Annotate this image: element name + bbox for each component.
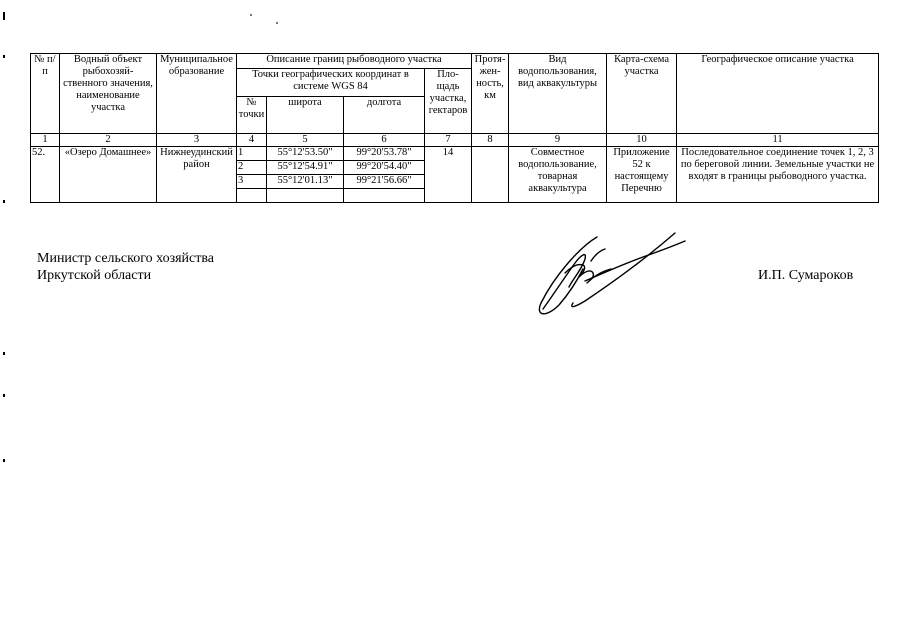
col-number: 6: [344, 134, 425, 147]
geo-description: Последовательное соединение точек 1, 2, 3 по береговой линии. Земельные участки не входят в границы рыбоводного участка.: [677, 147, 879, 203]
handwritten-signature: [525, 225, 705, 325]
point-longitude: 99°20'54.40": [344, 161, 425, 175]
point-longitude: 99°21'56.66": [344, 175, 425, 189]
col-number: 3: [157, 134, 237, 147]
header-map: Карта-схема участка: [607, 54, 677, 134]
signatory-title-line2: Иркутской области: [37, 268, 152, 283]
header-latitude: широта: [267, 97, 344, 134]
col-number: 9: [509, 134, 607, 147]
margin-mark: [3, 55, 5, 58]
point-latitude: 55°12'53.50": [267, 147, 344, 161]
point-latitude: 55°12'54.91": [267, 161, 344, 175]
scan-speck: [276, 22, 278, 24]
col-number: 5: [267, 134, 344, 147]
header-boundaries: Описание границ рыбоводного участка: [237, 54, 472, 69]
scan-speck: [250, 14, 252, 16]
header-usage: Вид водопользования, вид аквакультуры: [509, 54, 607, 134]
signatory-title-line1: Министр сельского хозяйства: [37, 251, 214, 266]
empty-point-cell: [267, 189, 344, 203]
header-geo: Географическое описание участка: [677, 54, 879, 134]
point-number: 3: [237, 175, 267, 189]
plot-area: 14: [425, 147, 472, 203]
header-points-group: Точки географических координат в системе WGS 84: [237, 69, 425, 97]
margin-mark: [3, 352, 5, 355]
col-number: 8: [472, 134, 509, 147]
col-number: 11: [677, 134, 879, 147]
empty-point-cell: [344, 189, 425, 203]
col-number: 7: [425, 134, 472, 147]
municipality-name: Нижнеудинский район: [157, 147, 237, 203]
col-number: 1: [31, 134, 60, 147]
map-scheme: Приложение 52 к настоящему Перечню: [607, 147, 677, 203]
col-number: 4: [237, 134, 267, 147]
empty-point-cell: [237, 189, 267, 203]
header-length: Протя-жен-ность, км: [472, 54, 509, 134]
fish-farming-plot-table: [30, 53, 879, 203]
row-number: 52.: [31, 147, 60, 203]
header-longitude: долгота: [344, 97, 425, 134]
header-num: № п/п: [31, 54, 60, 134]
margin-mark: [3, 394, 5, 397]
header-water-object: Водный объект рыбохозяй-ственного значения, наименование участка: [60, 54, 157, 134]
water-object-name: «Озеро Домашнее»: [60, 147, 157, 203]
header-point-no: № точки: [237, 97, 267, 134]
point-latitude: 55°12'01.13": [267, 175, 344, 189]
usage-type: Совместное водопользование, товарная аквакультура: [509, 147, 607, 203]
point-number: 1: [237, 147, 267, 161]
point-longitude: 99°20'53.78": [344, 147, 425, 161]
point-number: 2: [237, 161, 267, 175]
header-area: Пло-щадь участка, гектаров: [425, 69, 472, 134]
margin-mark: [3, 12, 5, 20]
header-municipality: Муниципальное образование: [157, 54, 237, 134]
signatory-name: И.П. Сумароков: [758, 268, 854, 283]
col-number: 2: [60, 134, 157, 147]
margin-mark: [3, 459, 5, 462]
plot-length: [472, 147, 509, 203]
margin-mark: [3, 200, 5, 203]
col-number: 10: [607, 134, 677, 147]
